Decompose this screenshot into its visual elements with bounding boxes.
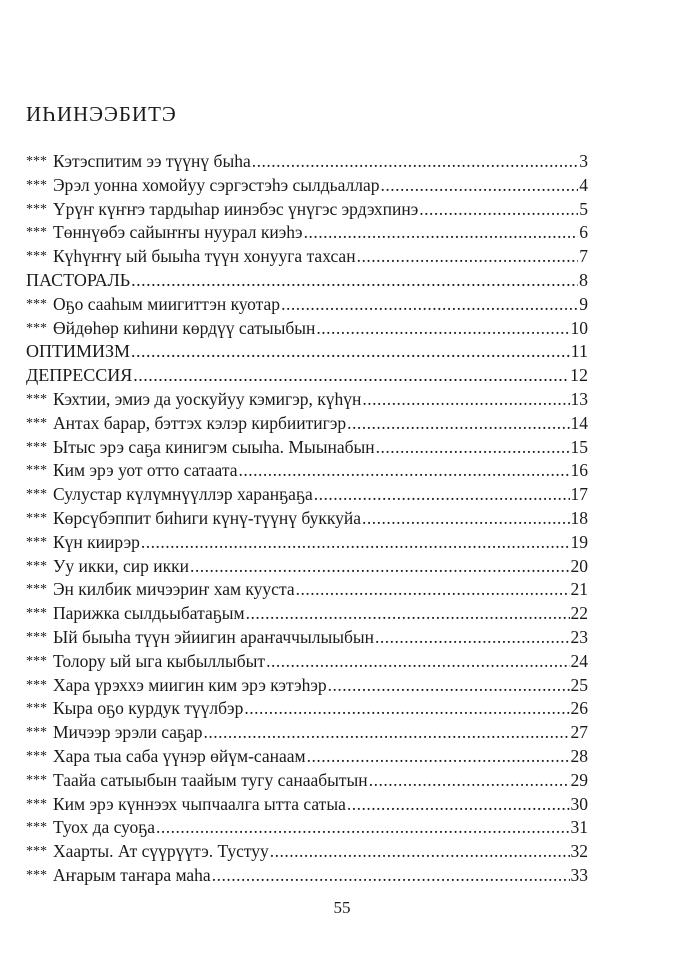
toc-entry-page: 31 <box>570 817 588 838</box>
toc-entry-title: Эрэл уонна хомойуу сэргэстэһэ сылдьаллар <box>53 174 380 195</box>
toc-entry <box>26 555 588 579</box>
toc-entry-stars: *** <box>26 510 47 526</box>
toc-entry-title: Хара үрэххэ миигин ким эрэ кэтэһэр <box>53 674 327 695</box>
toc-entry-title: ПАСТОРАЛЬ <box>26 269 131 290</box>
toc-leader-dots <box>246 602 570 626</box>
toc-entry-stars: *** <box>26 391 47 407</box>
toc-entry <box>26 864 588 888</box>
toc-entry-stars: *** <box>26 415 47 431</box>
toc-leader-dots <box>141 531 570 555</box>
toc-entry <box>26 340 588 364</box>
toc-leader-dots <box>376 436 570 460</box>
toc-entry-page: 25 <box>570 674 588 695</box>
toc-entry-page: 33 <box>570 864 588 885</box>
toc-entry-title: Толору ый ыга кыбыллыбыт <box>53 650 266 671</box>
toc-entry-stars: *** <box>26 677 47 693</box>
page-number: 55 <box>333 898 351 917</box>
toc-entry-stars: *** <box>26 748 47 764</box>
toc-entry-page: 28 <box>570 745 588 766</box>
toc-entry-title: Аҥарым таҥара маһа <box>53 864 211 885</box>
toc-entry <box>26 793 588 817</box>
toc-entry-page: 27 <box>570 722 588 743</box>
toc-entry-page: 4 <box>579 174 588 195</box>
toc-entry <box>26 364 588 388</box>
toc-entry-page: 7 <box>579 246 588 267</box>
toc-entry-title: Хаарты. Ат сүүрүүтэ. Тустуу <box>53 841 269 862</box>
toc-entry <box>26 412 588 436</box>
toc-entry-title: Кэхтии, эмиэ да уоскуйуу кэмигэр, күһүн <box>53 388 362 409</box>
toc-entry-stars: *** <box>26 463 47 479</box>
toc-entry-title: Көрсүбэппит биһиги күнү-түүнү буккуйа <box>53 507 361 528</box>
toc-leader-dots <box>281 293 578 317</box>
toc-entry <box>26 388 588 412</box>
toc-entry <box>26 269 588 293</box>
toc-entry-stars: *** <box>26 201 47 217</box>
toc-entry-stars: *** <box>26 534 47 550</box>
toc-entry-page: 14 <box>570 412 588 433</box>
toc-leader-dots <box>133 364 569 388</box>
toc-entry-stars: *** <box>26 225 47 241</box>
toc-entry-title: Күн киирэр <box>53 531 140 552</box>
toc-leader-dots <box>296 578 570 602</box>
toc-entry-title: Таайа сатыыбын таайым тугу санаабытын <box>53 769 368 790</box>
toc-entry-title: Антах барар, бэттэх кэлэр кирбиитигэр <box>53 412 347 433</box>
toc-entry-stars: *** <box>26 701 47 717</box>
toc-entry-page: 3 <box>579 151 588 171</box>
toc-entry <box>26 317 588 341</box>
toc-leader-dots <box>304 221 579 245</box>
toc-entry <box>26 459 588 483</box>
toc-leader-dots <box>381 174 579 198</box>
toc-entry <box>26 436 588 460</box>
toc-entry <box>26 198 588 222</box>
toc-entry-title: Туох да суоҕа <box>53 817 156 838</box>
toc-leader-dots <box>266 650 569 674</box>
toc-entry <box>26 221 588 245</box>
toc-entry <box>26 745 588 769</box>
toc-entry-stars: *** <box>26 177 47 193</box>
toc-entry-page: 11 <box>570 341 588 362</box>
toc-leader-dots <box>270 840 570 864</box>
toc-entry-stars: *** <box>26 629 47 645</box>
toc-entry <box>26 769 588 793</box>
toc-entry-page: 22 <box>570 603 588 624</box>
toc-entry <box>26 293 588 317</box>
toc-entry-page: 30 <box>570 793 588 814</box>
toc-entry-page: 29 <box>570 769 588 790</box>
toc-leader-dots <box>375 626 570 650</box>
toc-entry <box>26 483 588 507</box>
toc-entry-page: 20 <box>570 555 588 576</box>
toc-entry-stars: *** <box>26 249 47 265</box>
toc-leader-dots <box>190 555 570 579</box>
toc-entry-title: Кыра оҕо курдук түүлбэр <box>53 698 244 719</box>
toc-entry <box>26 174 588 198</box>
toc-leader-dots <box>362 507 570 531</box>
toc-entry-page: 12 <box>570 365 588 386</box>
toc-entry-title: Сулустар күлүмнүүллэр харанҕаҕа <box>53 484 313 505</box>
toc-entry-stars: *** <box>26 725 47 741</box>
toc-entry <box>26 578 588 602</box>
toc-entry-page: 13 <box>570 388 588 409</box>
toc-leader-dots <box>252 150 579 174</box>
toc-leader-dots <box>347 793 570 817</box>
toc-leader-dots <box>369 769 570 793</box>
toc-entry <box>26 650 588 674</box>
toc-entry-page: 26 <box>570 698 588 719</box>
toc-entry-stars: *** <box>26 487 47 503</box>
toc-leader-dots <box>239 459 570 483</box>
toc-entry-title: Эн килбик мичээриҥ хам кууста <box>53 579 295 600</box>
toc-entry <box>26 840 588 864</box>
toc-entry-title: ДЕПРЕССИЯ <box>26 365 133 386</box>
toc-entry <box>26 602 588 626</box>
toc-entry-page: 15 <box>570 436 588 457</box>
toc-entry-title: Ытыс эрэ саҕа кинигэм сыыһа. Мыынабын <box>53 436 375 457</box>
toc-entry-page: 16 <box>570 460 588 481</box>
toc-leader-dots <box>419 198 578 222</box>
toc-entry-page: 6 <box>579 222 588 243</box>
toc-entry-stars: *** <box>26 796 47 812</box>
toc-entry-title: Мичээр эрэли саҕар <box>53 722 203 743</box>
toc-entry-stars: *** <box>26 606 47 622</box>
toc-entry-stars: *** <box>26 844 47 860</box>
toc-entry-stars: *** <box>26 439 47 455</box>
toc-leader-dots <box>244 697 569 721</box>
table-of-contents <box>26 150 588 888</box>
toc-entry-page: 24 <box>570 650 588 671</box>
toc-entry-stars: *** <box>26 558 47 574</box>
toc-entry-stars: *** <box>26 320 47 336</box>
toc-leader-dots <box>314 483 570 507</box>
toc-entry <box>26 721 588 745</box>
toc-entry-page: 10 <box>570 317 588 338</box>
toc-entry-stars: *** <box>26 820 47 836</box>
toc-entry-page: 23 <box>570 626 588 647</box>
contents-heading: ИҺИНЭЭБИТЭ <box>26 102 177 126</box>
toc-entry-page: 32 <box>570 841 588 862</box>
toc-entry-title: Хара тыа саба үүнэр өйүм-санаам <box>53 745 306 766</box>
toc-entry-stars: *** <box>26 653 47 669</box>
toc-leader-dots <box>131 340 570 364</box>
toc-leader-dots <box>328 674 570 698</box>
toc-entry-stars: *** <box>26 772 47 788</box>
toc-entry <box>26 531 588 555</box>
toc-entry-page: 9 <box>579 293 588 314</box>
toc-entry-stars: *** <box>26 867 47 883</box>
toc-entry-page: 17 <box>570 484 588 505</box>
toc-entry-stars: *** <box>26 582 47 598</box>
toc-entry-title: Ый быыһа түүн эйиигин араҥаччылыыбын <box>53 626 374 647</box>
toc-entry <box>26 245 588 269</box>
toc-leader-dots <box>316 317 569 341</box>
toc-entry <box>26 626 588 650</box>
toc-leader-dots <box>204 721 570 745</box>
toc-entry-title: Өйдөһөр киһини көрдүү сатыыбын <box>53 317 316 338</box>
toc-entry-title: Күһүҥҥү ый быыһа түүн хонууга тахсан <box>53 246 356 267</box>
toc-entry-title: Оҕо сааһым миигиттэн куотар <box>53 293 281 314</box>
toc-leader-dots <box>357 245 579 269</box>
toc-entry-page: 21 <box>570 579 588 600</box>
toc-entry-page: 18 <box>570 507 588 528</box>
toc-entry-title: Төннүөбэ сайыҥҥы нуурал киэһэ <box>53 222 303 243</box>
toc-entry-stars: *** <box>26 154 47 169</box>
toc-leader-dots <box>212 864 570 888</box>
toc-leader-dots <box>131 269 578 293</box>
toc-leader-dots <box>362 388 569 412</box>
toc-leader-dots <box>156 816 569 840</box>
toc-entry <box>26 150 588 174</box>
toc-entry-title: Үрүҥ күҥҥэ тардыһар иинэбэс үнүгэс эрдэхпинэ <box>53 198 419 219</box>
toc-entry-title: Ким эрэ уот отто сатаата <box>53 460 238 481</box>
toc-entry <box>26 507 588 531</box>
toc-entry <box>26 674 588 698</box>
toc-entry <box>26 697 588 721</box>
toc-entry-title: Кэтэспитим ээ түүнү быһа <box>53 151 251 171</box>
toc-entry-page: 5 <box>579 198 588 219</box>
toc-entry-title: Уу икки, сир икки <box>53 555 189 576</box>
toc-entry-stars: *** <box>26 296 47 312</box>
toc-leader-dots <box>347 412 569 436</box>
toc-entry <box>26 816 588 840</box>
toc-entry-title: Парижка сылдьыбатаҕым <box>53 603 245 624</box>
toc-entry-title: Ким эрэ күннээх чыпчаалга ытта сатыа <box>53 793 346 814</box>
toc-entry-title: ОПТИМИЗМ <box>26 341 131 362</box>
toc-entry-page: 8 <box>579 269 588 290</box>
toc-entry-page: 19 <box>570 531 588 552</box>
toc-leader-dots <box>307 745 570 769</box>
